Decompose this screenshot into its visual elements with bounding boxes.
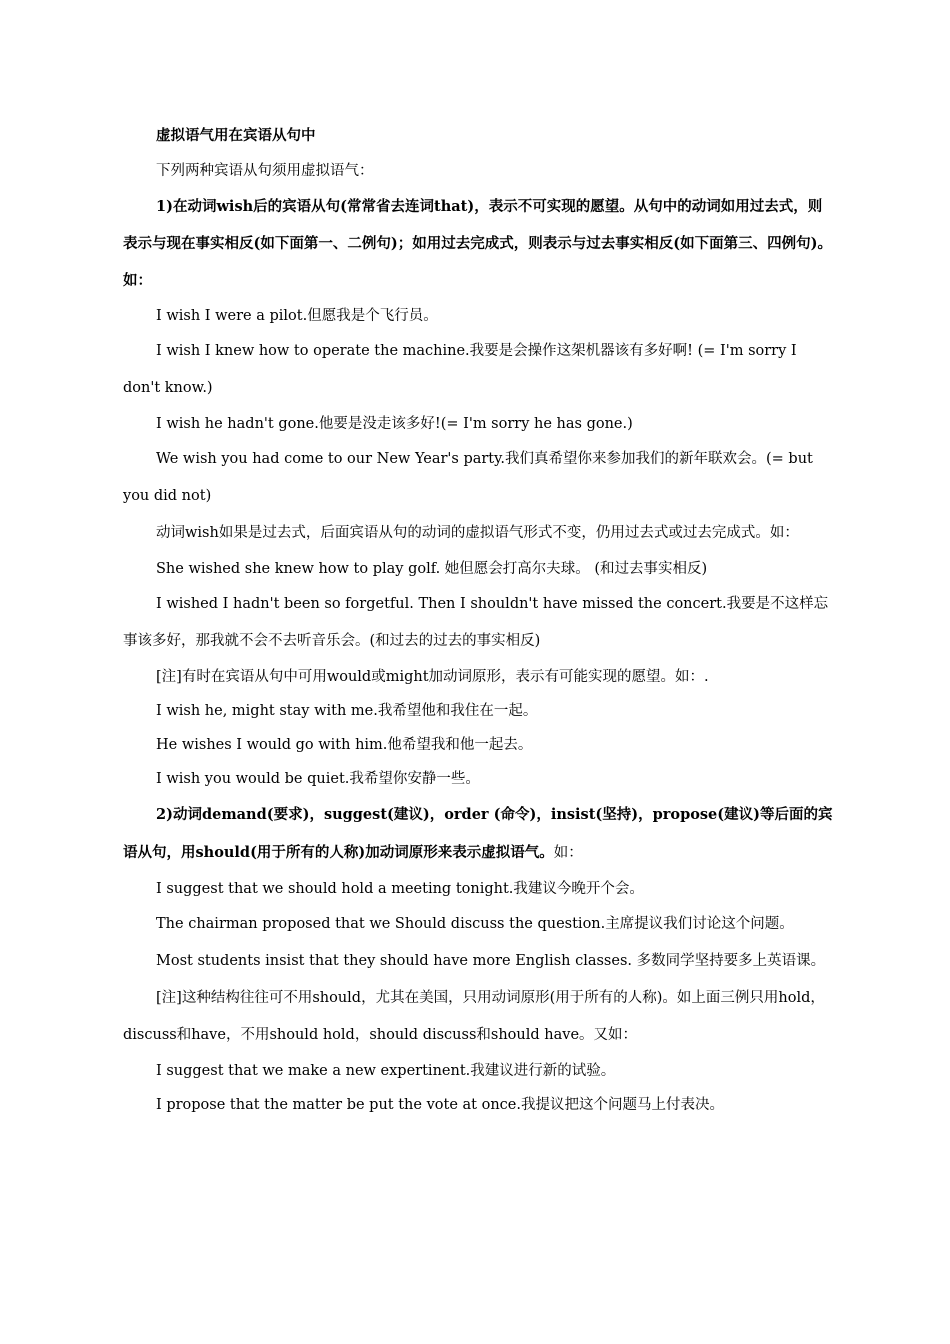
intro-text: 下列两种宾语从句须用虚拟语气： [156, 163, 374, 179]
document-body [123, 118, 833, 1122]
rule-2-tail: 如： [553, 845, 583, 861]
rule-2 [123, 796, 833, 872]
example-4-2: The chairman proposed that we Should discuss the question.主席提议我们讨论这个问题。 [156, 916, 794, 932]
example-5-2: I propose that the matter be put the vote at once.我提议把这个问题马上付表决。 [156, 1097, 724, 1113]
example-2-1: She wished she knew how to play golf. 她但愿会打高尔夫球。 (和过去事实相反) [156, 561, 708, 577]
note-past-tense: 动词wish如果是过去式，后面宾语从句的动词的虚拟语气形式不变，仍用过去式或过去完成式。如： [156, 525, 799, 541]
example-3-2: He wishes I would go with him.他希望我和他一起去。 [156, 737, 533, 753]
example-2-2: I wished I hadn't been so forgetful. Then I shouldn't have missed the concert.我要是不这样忘事该多好，那我就不会不去听音乐会。(和过去的过去的事实相反) [123, 596, 829, 649]
example-1-4: We wish you had come to our New Year's party.我们真希望你来参加我们的新年联欢会。(= but you did not) [123, 451, 813, 504]
example-1-1: I wish I were a pilot.但愿我是个飞行员。 [156, 308, 438, 324]
example-3-1: I wish he, might stay with me.我希望他和我住在一起。 [156, 703, 538, 719]
example-1-2: I wish I knew how to operate the machine.我要是会操作这架机器该有多好啊! (= I'm sorry I don't know.) [123, 343, 797, 396]
example-3-3: I wish you would be quiet.我希望你安静一些。 [156, 771, 480, 787]
example-4-3: Most students insist that they should have more English classes. 多数同学坚持要多上英语课。 [156, 953, 826, 969]
rule-1: 1)在动词wish后的宾语从句(常常省去连词that)，表示不可实现的愿望。从句中的动词如用过去式，则表示与现在事实相反(如下面第一、二例句)；如用过去完成式，则表示与过去事实相反(如下面第三、四例句)。如： [123, 198, 832, 289]
note-1: [注]有时在宾语从句中可用would或might加动词原形，表示有可能实现的愿望。如：. [156, 669, 709, 685]
note-2: [注]这种结构往往可不用should，尤其在美国，只用动词原形(用于所有的人称)。如上面三例只用hold，discuss和have，不用should hold，should discuss和should have。又如： [123, 990, 825, 1043]
example-1-3: I wish he hadn't gone.他要是没走该多好!(= I'm sorry he has gone.) [156, 416, 633, 432]
section-title: 虚拟语气用在宾语从句中 [156, 127, 316, 144]
example-5-1: I suggest that we make a new expertinent.我建议进行新的试验。 [156, 1063, 616, 1079]
rule-2-text: 2)动词demand(要求)，suggest(建议)，order (命令)，insist(坚持)，propose(建议)等后面的宾语从句，用should(用于所有的人称)加动词原形来表示虚拟语气。 [123, 806, 833, 861]
example-4-1: I suggest that we should hold a meeting tonight.我建议今晚开个会。 [156, 881, 644, 897]
